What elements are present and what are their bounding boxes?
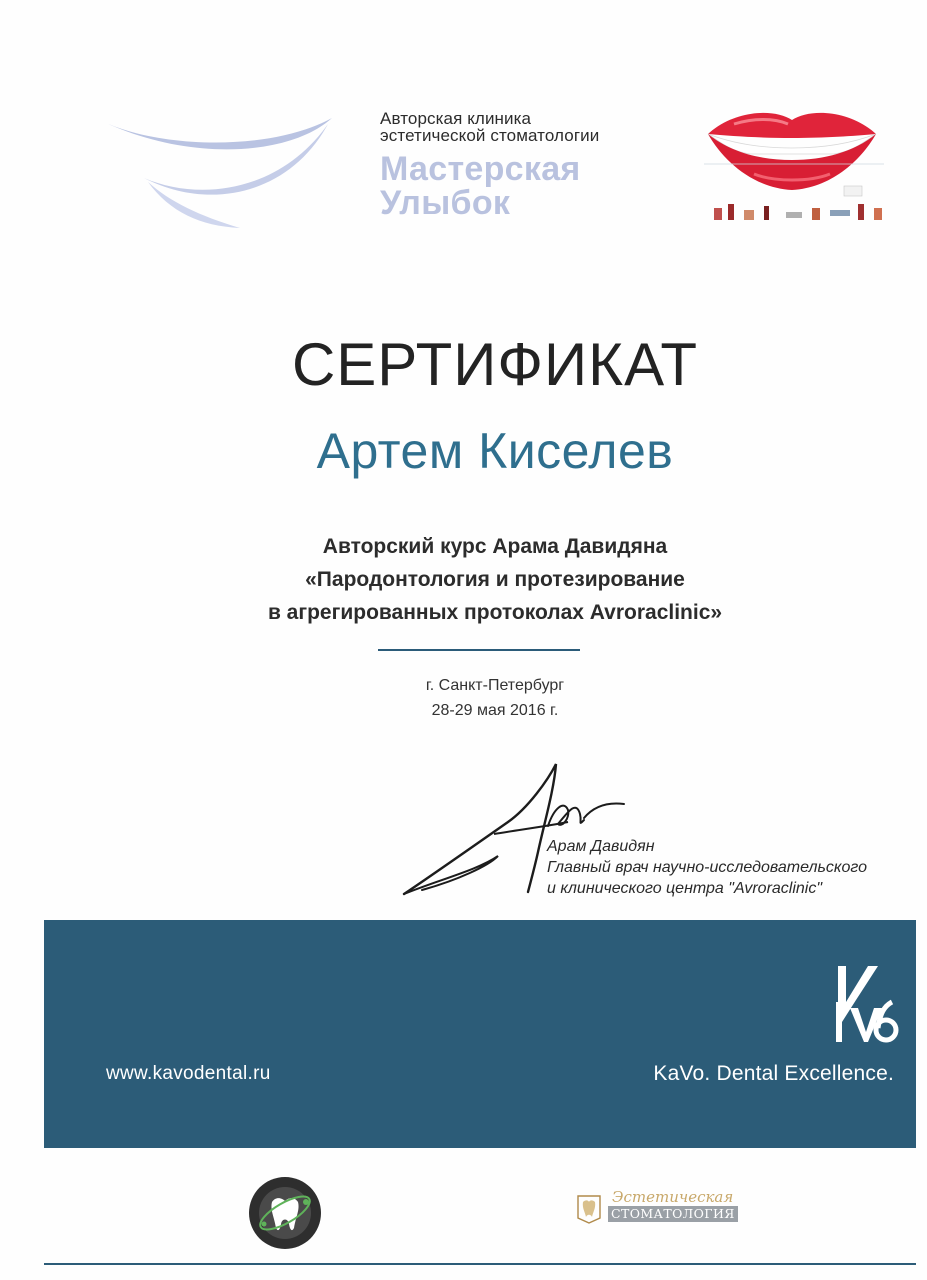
esthetic-dentistry-logo <box>570 1188 744 1226</box>
smile-lips-image <box>694 104 890 228</box>
signer-title-1: Главный врач научно-исследовательского <box>547 859 867 876</box>
event-dates: 28-29 мая 2016 г. <box>431 702 559 719</box>
signer-name: Арам Давидян <box>547 838 655 855</box>
tooth-emblem-icon <box>574 1190 604 1224</box>
clinic-name-block <box>380 110 680 220</box>
certificate-title: СЕРТИФИКАТ <box>291 331 699 398</box>
kavo-band <box>44 920 916 1148</box>
city: г. Санкт-Петербург <box>425 677 565 694</box>
world-of-dentistry-logo <box>248 1176 322 1250</box>
esthetic-logo-line2: СТОМАТОЛОГИЯ <box>608 1206 738 1222</box>
kavo-website-link[interactable]: www.kavodental.ru <box>106 1063 271 1084</box>
kavo-slogan: KaVo. Dental Excellence. <box>653 1062 894 1085</box>
bottom-rule <box>44 1263 916 1265</box>
course-description <box>0 530 927 629</box>
signer-block <box>547 836 917 899</box>
signer-title-2: и клинического центра "Avroraclinic" <box>547 880 823 897</box>
place-and-date <box>0 673 927 723</box>
divider-line <box>378 649 580 651</box>
esthetic-logo-line1: Эстетическая <box>612 1188 734 1206</box>
clinic-brand-2: Улыбок <box>380 184 511 222</box>
course-line-1: Авторский курс Арама Давидяна <box>322 535 668 558</box>
kavo-logo <box>828 962 900 1046</box>
course-line-3: в агрегированных протоколах Avroraclinic» <box>267 601 723 624</box>
clinic-brand-1: Мастерская <box>380 150 581 188</box>
recipient-name: Артем Киселев <box>316 423 674 479</box>
clinic-swoosh-logo <box>100 112 336 232</box>
clinic-subtitle-1: Авторская клиника <box>380 109 532 128</box>
clinic-subtitle-2: эстетической стоматологии <box>380 126 600 145</box>
course-line-2: «Пародонтология и протезирование <box>305 568 685 591</box>
